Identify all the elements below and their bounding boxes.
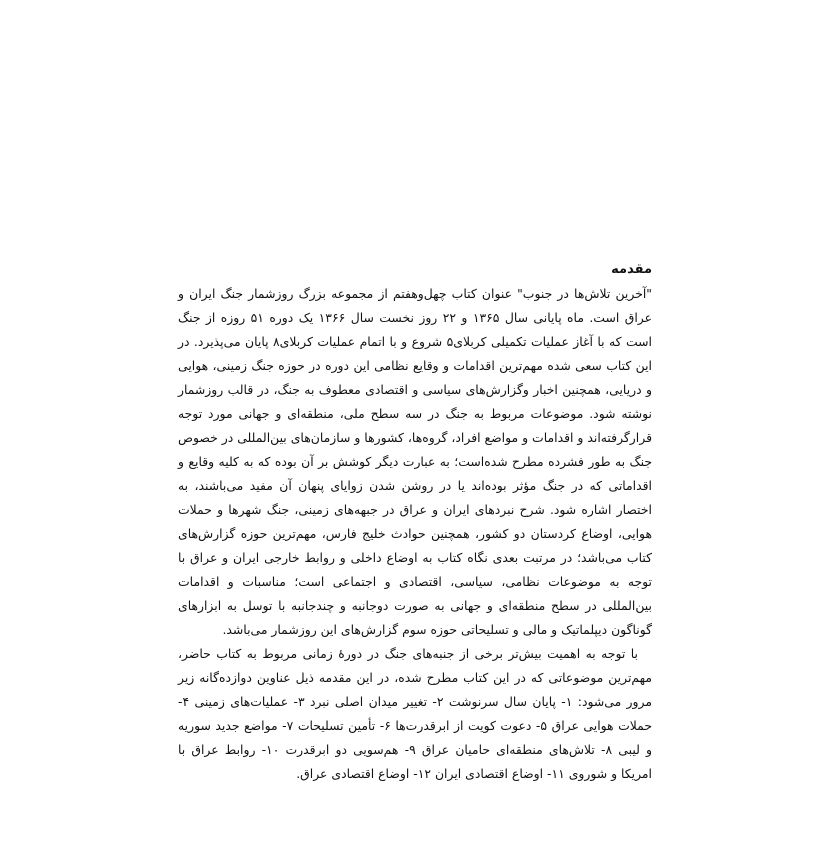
paragraph-2: با توجه به اهمیت بیش‌تر برخی از جنبه‌های جنگ در دورهٔ زمانی مربوط به کتاب حاضر، مهم‌ترین موضوعاتی که در این کتاب مطرح شده، در این مقدمه ذیل عناوین دوازده‌گانه زیر مرور می‌شود: ۱- پایان سال سرنوشت ۲- تغییر میدان اصلی نبرد ۳- عملیات‌های زمینی ۴- حملات هوایی عراق ۵- دعوت کویت از ابرقدرت‌ها ۶- تأمین تسلیحات ۷- مواضع جدید سوریه و لیبی ۸- تلاش‌های منطقه‌ای حامیان عراق ۹- هم‌سویی دو ابرقدرت ۱۰- روابط عراق با امریکا و شوروی ۱۱- اوضاع اقتصادی ایران ۱۲- اوضاع اقتصادی عراق. <box>178 646 652 781</box>
document-body <box>178 258 652 786</box>
section-heading: مقدمه <box>611 262 652 277</box>
paragraph-1: "آخرین تلاش‌ها در جنوب" عنوان کتاب چهل‌وهفتم از مجموعه بزرگ روزشمار جنگ ایران و عراق است. ماه پایانی سال ۱۳۶۵ و ۲۲ روز نخست سال ۱۳۶۶ یک دوره ۵۱ روزه از جنگ است که با آغاز عملیات تکمیلی کربلای۵ شروع و با اتمام عملیات کربلای۸ پایان می‌پذیرد. در این کتاب سعی شده مهم‌ترین اقدامات و وقایع نظامی این دوره در حوزه جنگ زمینی، هوایی و دریایی، همچنین اخبار وگزارش‌های سیاسی و اقتصادی معطوف به جنگ، در قالب روزشمار نوشته شود. موضوعات مربوط به جنگ در سه سطح ملی، منطقه‌ای و جهانی مورد توجه قرارگرفته‌اند و اقدامات و مواضع افراد، گروه‌ها، کشورها و سازمان‌های بین‌المللی در خصوص جنگ به طور فشرده مطرح شده‌است؛ به عبارت دیگر کوشش بر آن بوده که به کلیه وقایع و اقداماتی که در جنگ مؤثر بوده‌اند یا در روشن شدن زوایای پنهان آن مفید می‌باشند، به اختصار اشاره شود. شرح نبردهای ایران و عراق در جبهه‌های زمینی، جنگ شهرها و حملات هوایی، اوضاع کردستان دو کشور، همچنین حوادث خلیج فارس، مهم‌ترین حوزه گزارش‌های کتاب می‌باشد؛ در مرتبت بعدی نگاه کتاب به اوضاع داخلی و روابط خارجی ایران و عراق با توجه به موضوعات نظامی، سیاسی، اقتصادی و اجتماعی است؛ مناسبات و اقدامات بین‌المللی در سطح منطقه‌ای و جهانی به صورت دوجانبه و چندجانبه با توسل به ابزارهای گوناگون دیپلماتیک و مالی و تسلیحاتی حوزه سوم گزارش‌های این روزشمار می‌باشد. <box>178 286 652 637</box>
